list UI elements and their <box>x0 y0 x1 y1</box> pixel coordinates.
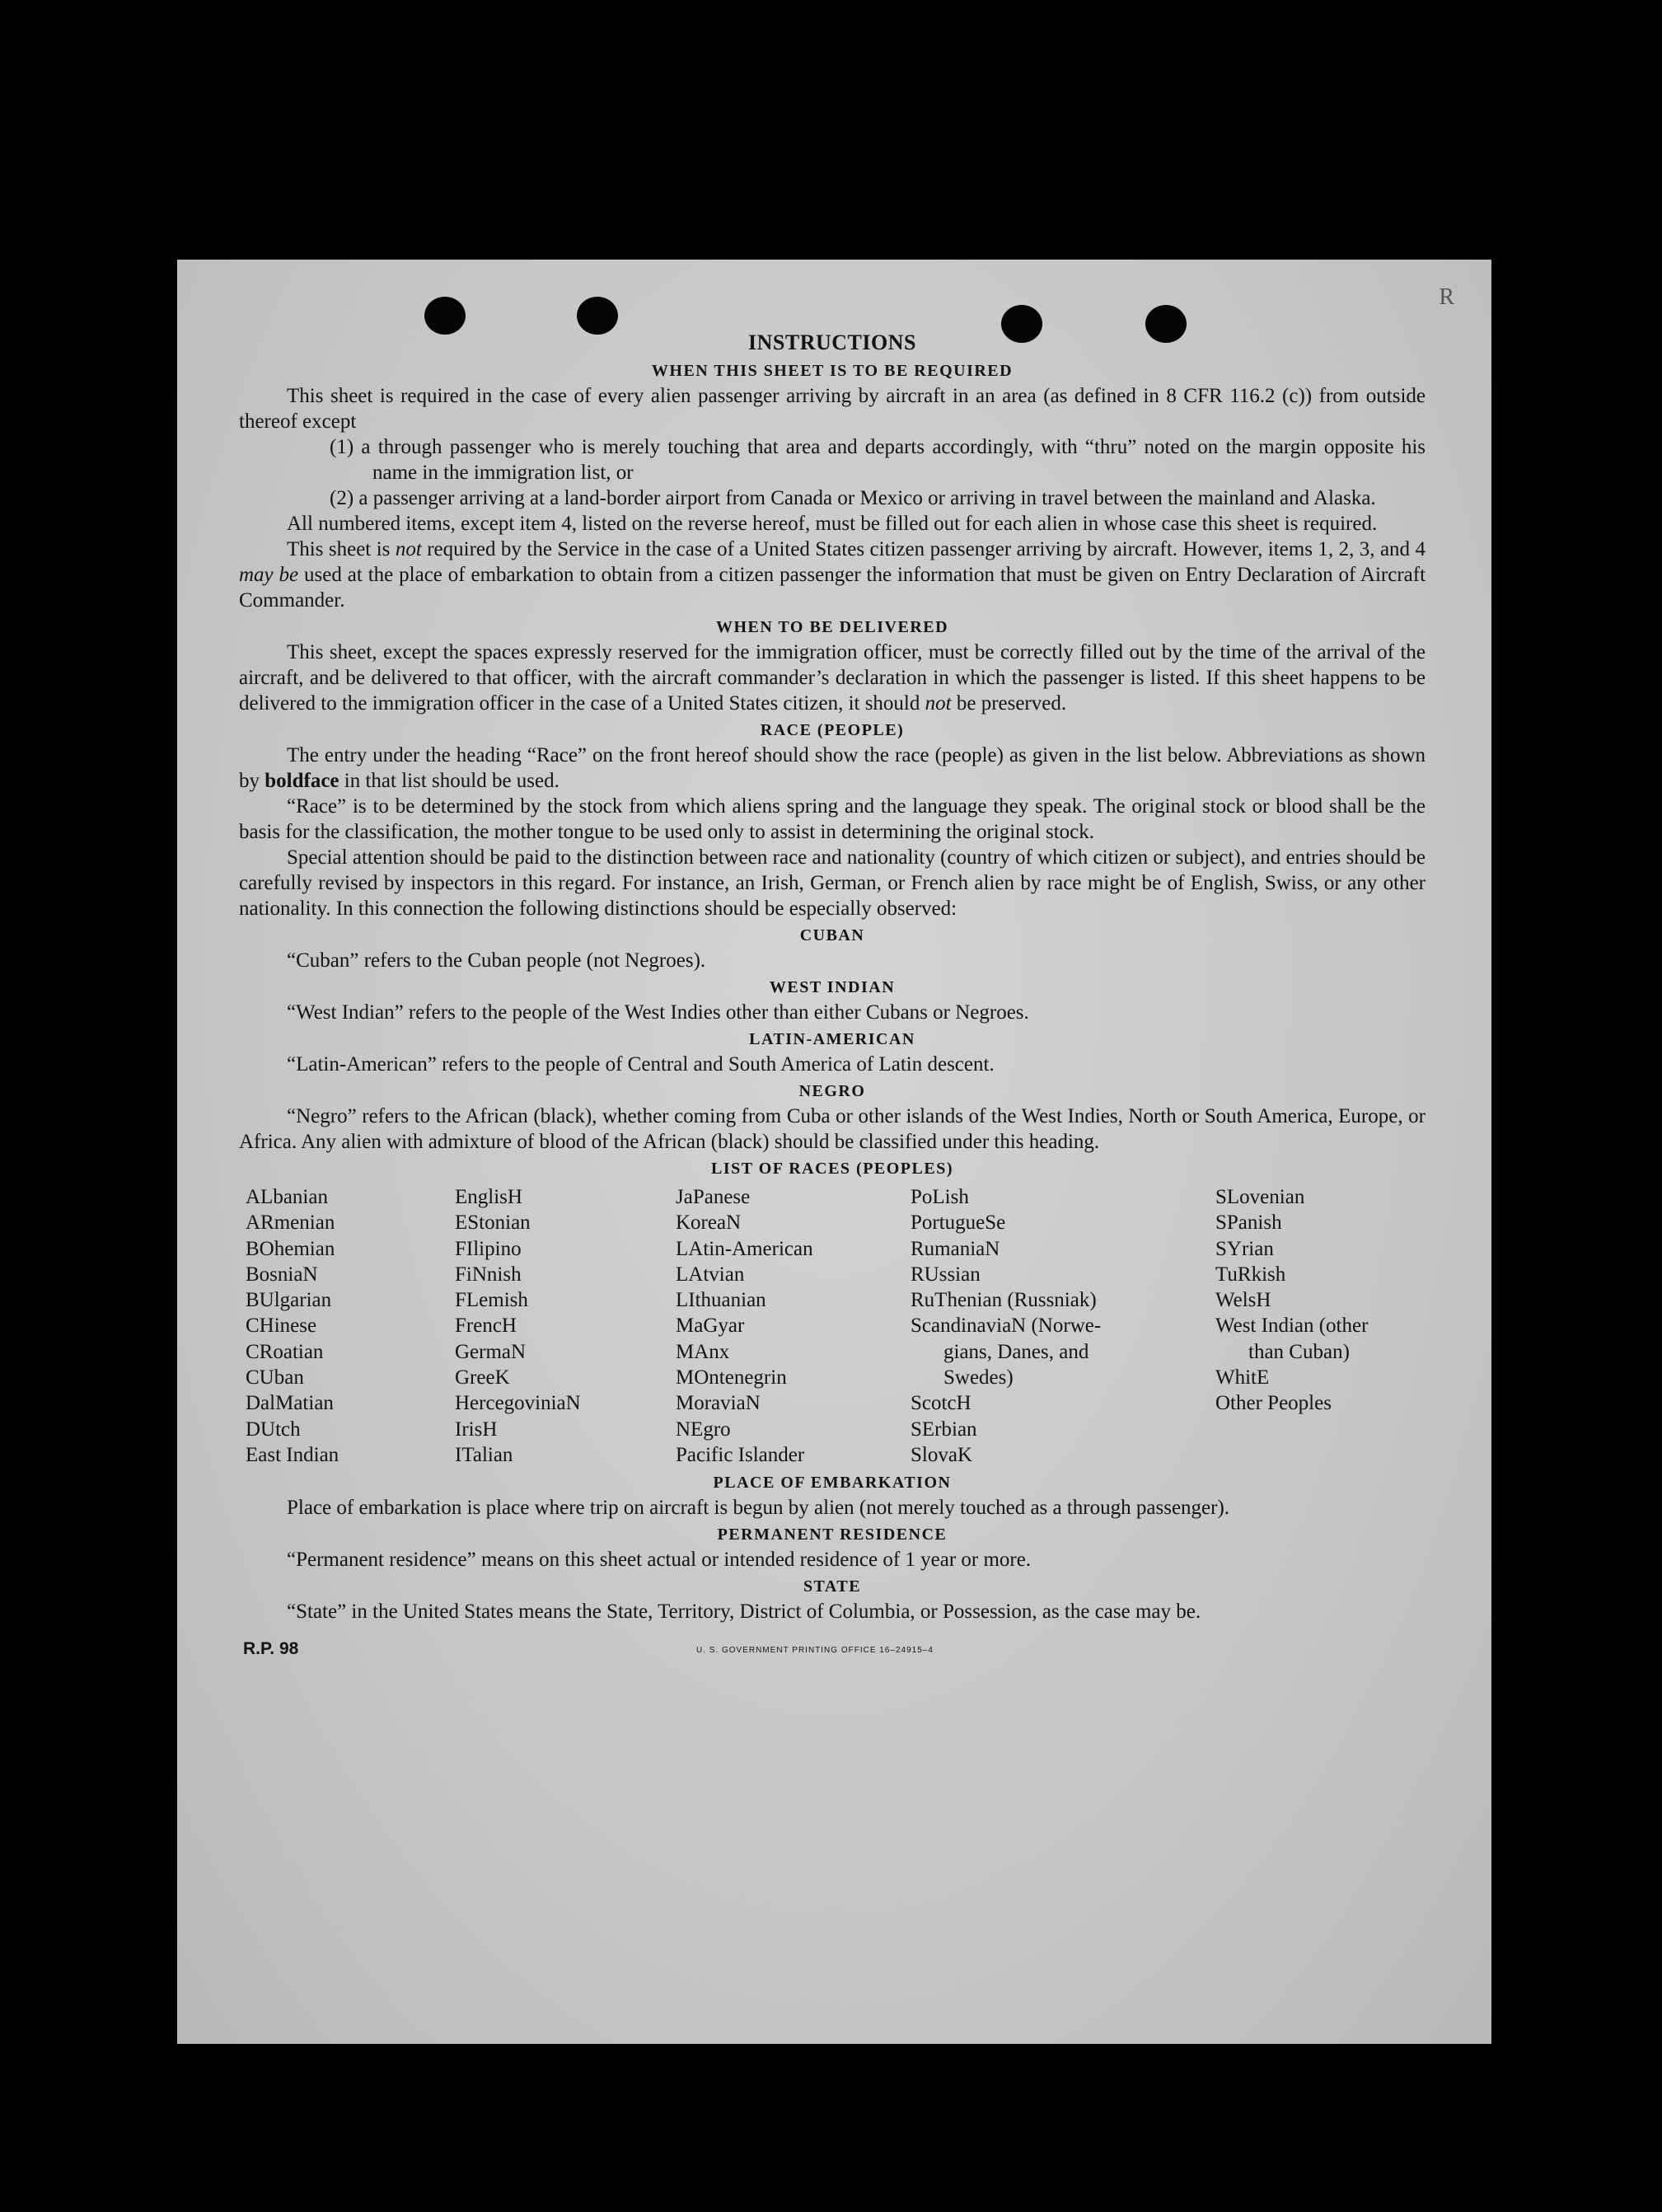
race-list <box>239 1184 1426 1469</box>
race-entry: SErbian <box>911 1418 977 1441</box>
heading-when-delivered: WHEN TO BE DELIVERED <box>715 618 949 636</box>
race-entry: DUtch <box>246 1418 301 1441</box>
race-entry: FiNnish <box>455 1263 522 1286</box>
cuban-text: “Cuban” refers to the Cuban people (not Negroes). <box>287 949 706 972</box>
race-entry: MOntenegrin <box>676 1366 787 1390</box>
heading-west-indian: WEST INDIAN <box>769 978 896 996</box>
race-entry: RumaniaN <box>911 1237 1000 1260</box>
race-entry: LAtvian <box>676 1263 745 1286</box>
numbered-items-note: All numbered items, except item 4, listed on the reverse hereof, must be filled out for each alien in whose case this sheet is required. <box>287 513 1378 535</box>
race-entry: SPanish <box>1215 1211 1282 1235</box>
race-entry: PoLish <box>911 1186 969 1208</box>
negro-text: “Negro” refers to the African (black), whether coming from Cuba or other islands of the West Indies, North or South America, Europe, or Africa. Any alien with admixture of blood of the African (black) should be classified under this heading. <box>239 1105 1426 1153</box>
race-para-3: Special attention should be paid to the distinction between race and nationality (country of which citizen or subject), and entries should be carefully revised by inspectors in this regard. For instance, an Irish, German, or French alien by race might be of English, Swiss, or any other nationality. In this connection the following distinctions should be especially observed: <box>239 846 1426 920</box>
race-entry: BUlgarian <box>246 1289 332 1312</box>
race-entry: IrisH <box>455 1418 498 1441</box>
race-entry: GreeK <box>455 1366 510 1390</box>
race-entry: GermaN <box>455 1340 527 1363</box>
heading-permanent-residence: PERMANENT RESIDENCE <box>717 1525 948 1544</box>
race-entry: BosniaN <box>246 1263 318 1286</box>
form-number: R.P. 98 <box>243 1639 299 1658</box>
race-para-2: “Race” is to be determined by the stock from which aliens spring and the language they speak. The original stock or blood shall be the basis for the classification, the mother tongue to be used only to assist in determining the original stock. <box>239 795 1426 843</box>
exception-1: (1) a through passenger who is merely touching that area and departs accordingly, with “thru” noted on the margin opposite his name in the immigration list, or <box>330 436 1426 484</box>
race-entry: Pacific Islander <box>676 1443 805 1466</box>
heading-list-of-races: LIST OF RACES (PEOPLES) <box>710 1160 953 1178</box>
race-entry: gians, Danes, and <box>943 1340 1089 1363</box>
race-entry: West Indian (other <box>1215 1315 1369 1338</box>
embarkation-text: Place of embarkation is place where trip on aircraft is begun by alien (not merely touched as a through passenger). <box>287 1497 1230 1519</box>
race-column-5 <box>1215 1184 1368 1417</box>
race-entry: East Indian <box>246 1443 339 1466</box>
heading-cuban: CUBAN <box>799 926 865 944</box>
west-indian-text: “West Indian” refers to the people of the West Indies other than either Cubans or Negroes. <box>287 1001 1029 1024</box>
race-entry: LIthuanian <box>676 1289 766 1312</box>
race-entry: Swedes) <box>943 1366 1014 1390</box>
page-footer <box>239 1636 1426 1669</box>
race-entry: FLemish <box>455 1289 528 1312</box>
required-intro: This sheet is required in the case of every alien passenger arriving by aircraft in an area (as defined in 8 CFR 116.2 (c)) from outside thereof except <box>239 385 1426 433</box>
race-entry: EStonian <box>455 1211 531 1235</box>
race-entry: MaGyar <box>676 1315 745 1338</box>
race-entry: CHinese <box>246 1315 317 1338</box>
corner-mark: R <box>1439 284 1454 310</box>
race-entry: than Cuban) <box>1248 1340 1350 1363</box>
race-entry: ITalian <box>455 1443 513 1466</box>
race-entry: SlovaK <box>911 1443 972 1466</box>
race-entry: LAtin-American <box>676 1237 813 1260</box>
delivery-text: This sheet, except the spaces expressly reserved for the immigration officer, must be correctly filled out by the time of the arrival of the aircraft, and be delivered to that officer, with the aircraft commander’s declaration in which the passenger is listed. If this sheet happens to be delivered to the immigration officer in the case of a United States citizen, it should not be preserved. <box>239 641 1426 715</box>
race-entry: JaPanese <box>676 1186 751 1208</box>
race-column-3 <box>676 1184 813 1468</box>
race-entry: Other Peoples <box>1215 1392 1332 1415</box>
race-entry: NEgro <box>676 1418 731 1441</box>
heading-race: RACE (PEOPLE) <box>760 721 905 739</box>
race-column-1 <box>246 1184 339 1468</box>
race-entry: MAnx <box>676 1340 730 1363</box>
race-entry: CRoatian <box>246 1340 324 1363</box>
race-entry: ScotcH <box>911 1392 971 1415</box>
instructions-body <box>239 330 1426 1669</box>
heading-state: STATE <box>803 1577 862 1596</box>
heading-embarkation: PLACE OF EMBARKATION <box>713 1474 952 1492</box>
race-entry: ScandinaviaN (Norwe- <box>911 1315 1102 1338</box>
race-entry: FrencH <box>455 1315 517 1338</box>
race-entry: TuRkish <box>1215 1263 1286 1286</box>
race-entry: WhitE <box>1215 1366 1270 1390</box>
race-entry: BOhemian <box>246 1237 335 1260</box>
residence-text: “Permanent residence” means on this sheet actual or intended residence of 1 year or more. <box>287 1549 1032 1571</box>
race-entry: PortugueSe <box>911 1211 1006 1235</box>
race-entry: ARmenian <box>246 1211 335 1235</box>
exception-2: (2) a passenger arriving at a land-border airport from Canada or Mexico or arriving in travel between the mainland and Alaska. <box>330 487 1376 509</box>
race-para-1: The entry under the heading “Race” on the front hereof should show the race (people) as given in the list below. Abbreviations as shown by boldface in that list should be used. <box>239 744 1426 792</box>
race-entry: FIlipino <box>455 1237 522 1260</box>
race-entry: SLovenian <box>1215 1186 1305 1208</box>
race-entry: DalMatian <box>246 1392 334 1415</box>
race-entry: SYrian <box>1215 1237 1274 1260</box>
race-entry: EnglisH <box>455 1186 522 1208</box>
heading-latin-american: LATIN-AMERICAN <box>749 1030 915 1048</box>
race-entry: WelsH <box>1215 1289 1271 1312</box>
race-entry: KoreaN <box>676 1211 742 1235</box>
printer-imprint: U. S. GOVERNMENT PRINTING OFFICE 16–24915–4 <box>696 1646 934 1655</box>
latin-american-text: “Latin-American” refers to the people of Central and South America of Latin descent. <box>287 1053 995 1076</box>
heading-negro: NEGRO <box>798 1082 866 1100</box>
document-page <box>177 260 1491 2044</box>
citizen-note: This sheet is not required by the Service in the case of a United States citizen passenger arriving by aircraft. However, items 1, 2, 3, and 4 may be used at the place of embarkation to obtain from a citizen passenger the information that must be given on Entry Declaration of Aircraft Commander. <box>239 538 1426 612</box>
state-text: “State” in the United States means the State, Territory, District of Columbia, or Possession, as the case may be. <box>287 1600 1201 1623</box>
race-entry: ALbanian <box>246 1186 328 1208</box>
race-entry: MoraviaN <box>676 1392 761 1415</box>
race-entry: HercegoviniaN <box>455 1392 581 1415</box>
race-entry: CUban <box>246 1366 304 1390</box>
race-column-2 <box>455 1184 581 1468</box>
race-entry: RUssian <box>911 1263 981 1286</box>
heading-when-required: WHEN THIS SHEET IS TO BE REQUIRED <box>651 362 1014 380</box>
page-title: INSTRUCTIONS <box>748 330 916 354</box>
race-entry: RuThenian (Russniak) <box>911 1289 1097 1312</box>
race-column-4 <box>911 1184 1101 1468</box>
